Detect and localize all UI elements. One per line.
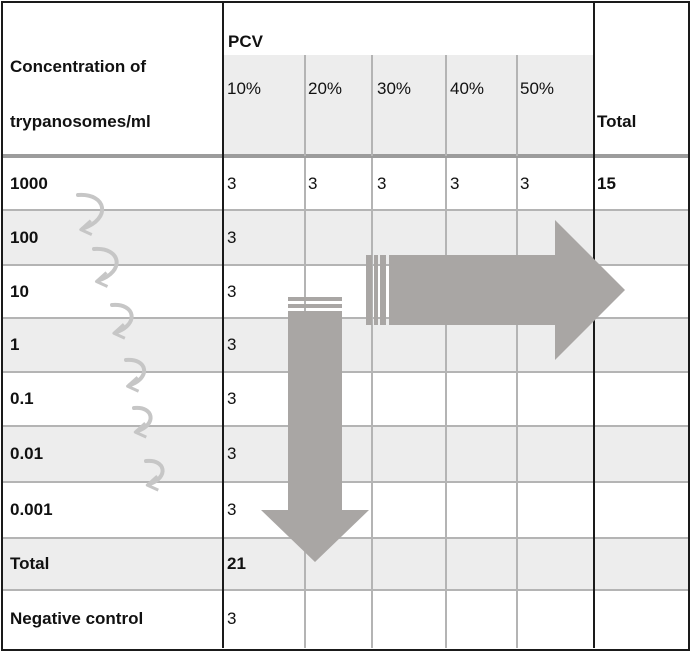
serial-dilution-curl-arrow-icon [94, 249, 117, 287]
total-column-header: Total [597, 112, 637, 131]
row-label: 0.01 [10, 444, 44, 463]
row-label: 1000 [10, 174, 48, 193]
table-cell: 3 [450, 174, 460, 193]
serial-dilution-curl-arrow-icon [112, 305, 132, 338]
row-label: 1 [10, 335, 20, 354]
table-cell: 3 [227, 228, 237, 247]
row-label: Total [10, 554, 50, 573]
table-cell: 3 [227, 335, 237, 354]
serial-dilution-curl-arrow-icon [134, 408, 151, 437]
pcv-30-header: 30% [377, 79, 412, 98]
table-cell: 3 [227, 500, 237, 519]
row-label: 0.001 [10, 500, 53, 519]
serial-dilution-curl-arrow-icon [126, 360, 144, 391]
table-cell: 3 [227, 282, 237, 301]
right-block-arrow-icon [366, 220, 625, 360]
table-cell: 3 [227, 609, 237, 628]
pcv-40-header: 40% [450, 79, 485, 98]
row-label: 10 [10, 282, 29, 301]
table-cell: 3 [520, 174, 530, 193]
table-cell: 3 [308, 174, 318, 193]
pcv-50-header: 50% [520, 79, 555, 98]
table-cell: 21 [227, 554, 246, 573]
serial-dilution-curl-arrow-icon [146, 461, 163, 490]
down-block-arrow-icon [261, 297, 369, 562]
pcv-10-header: 10% [227, 79, 262, 98]
serial-dilution-curl-arrow-icon [78, 195, 102, 235]
row-label: 0.1 [10, 389, 34, 408]
concentration-header-line1: Concentration of [10, 57, 146, 76]
concentration-header-line2: trypanosomes/ml [10, 112, 151, 131]
pcv-20-header: 20% [308, 79, 343, 98]
pcv-header: PCV [228, 32, 263, 51]
table-cell: 3 [227, 174, 237, 193]
table-cell: 3 [227, 389, 237, 408]
table-cell: 3 [227, 444, 237, 463]
row-label: Negative control [10, 609, 144, 628]
row-label: 100 [10, 228, 39, 247]
table-cell: 3 [377, 174, 387, 193]
serial-dilution-arrows [78, 195, 163, 490]
row-total-cell: 15 [597, 174, 616, 193]
